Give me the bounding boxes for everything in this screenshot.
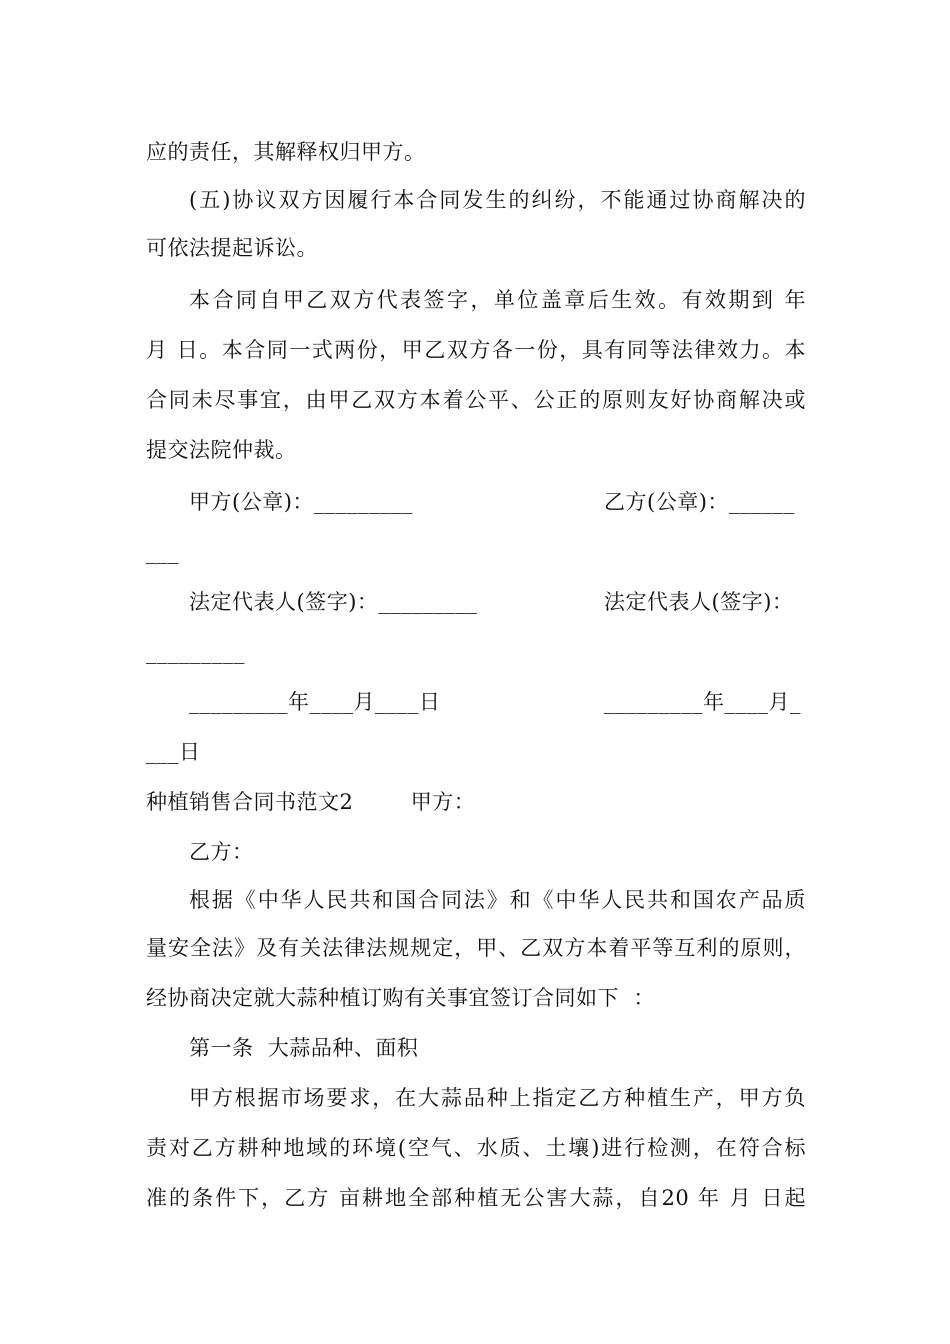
text-line: (五)协议双方因履行本合同发生的纠纷，不能通过协商解决的 [189, 188, 806, 212]
section-title: 种植销售合同书范文2 甲方： [146, 790, 476, 814]
text-line: 月 日。本合同一式两份，甲乙双方各一份，具有同等法律效力。本 [146, 338, 806, 362]
text-line: 应的责任，其解释权归甲方。 [146, 140, 426, 164]
party-b-representative-line: 法定代表人(签字)： [604, 590, 794, 614]
party-a-seal-line: 甲方(公章)：_________ [189, 490, 413, 514]
text-line: ___日 [146, 740, 201, 764]
text-line: 提交法院仲裁。 [146, 438, 297, 462]
party-a-representative-line: 法定代表人(签字)：_________ [189, 590, 478, 614]
text-line: 准的条件下，乙方 亩耕地全部种植无公害大蒜，自20 年 月 日起 [146, 1186, 806, 1210]
party-b-date-line: _________年____月_ [604, 690, 801, 714]
text-line: 经协商决定就大蒜种植订购有关事宜签订合同如下 ： [146, 986, 655, 1010]
text-line: 乙方： [189, 840, 254, 864]
text-line: 根据《中华人民共和国合同法》和《中华人民共和国农产品质 [189, 888, 806, 912]
text-line: 本合同自甲乙双方代表签字，单位盖章后生效。有效期到 年 [189, 288, 806, 312]
text-line: 合同未尽事宜，由甲乙双方本着公平、公正的原则友好协商解决或 [146, 388, 806, 412]
text-line: ___ [146, 540, 179, 564]
text-line: 可依法提起诉讼。 [146, 236, 318, 260]
text-line: 甲方根据市场要求，在大蒜品种上指定乙方种植生产，甲方负 [189, 1086, 806, 1110]
party-a-date-line: _________年____月____日 [189, 690, 441, 714]
party-b-seal-line: 乙方(公章)：______ [604, 490, 795, 514]
text-line: 量安全法》及有关法律法规规定，甲、乙双方本着平等互利的原则， [146, 936, 806, 960]
text-line: _________ [146, 640, 245, 664]
article-heading: 第一条 大蒜品种、面积 [189, 1036, 419, 1060]
text-line: 责对乙方耕种地域的环境(空气、水质、土壤)进行检测，在符合标 [146, 1136, 806, 1160]
